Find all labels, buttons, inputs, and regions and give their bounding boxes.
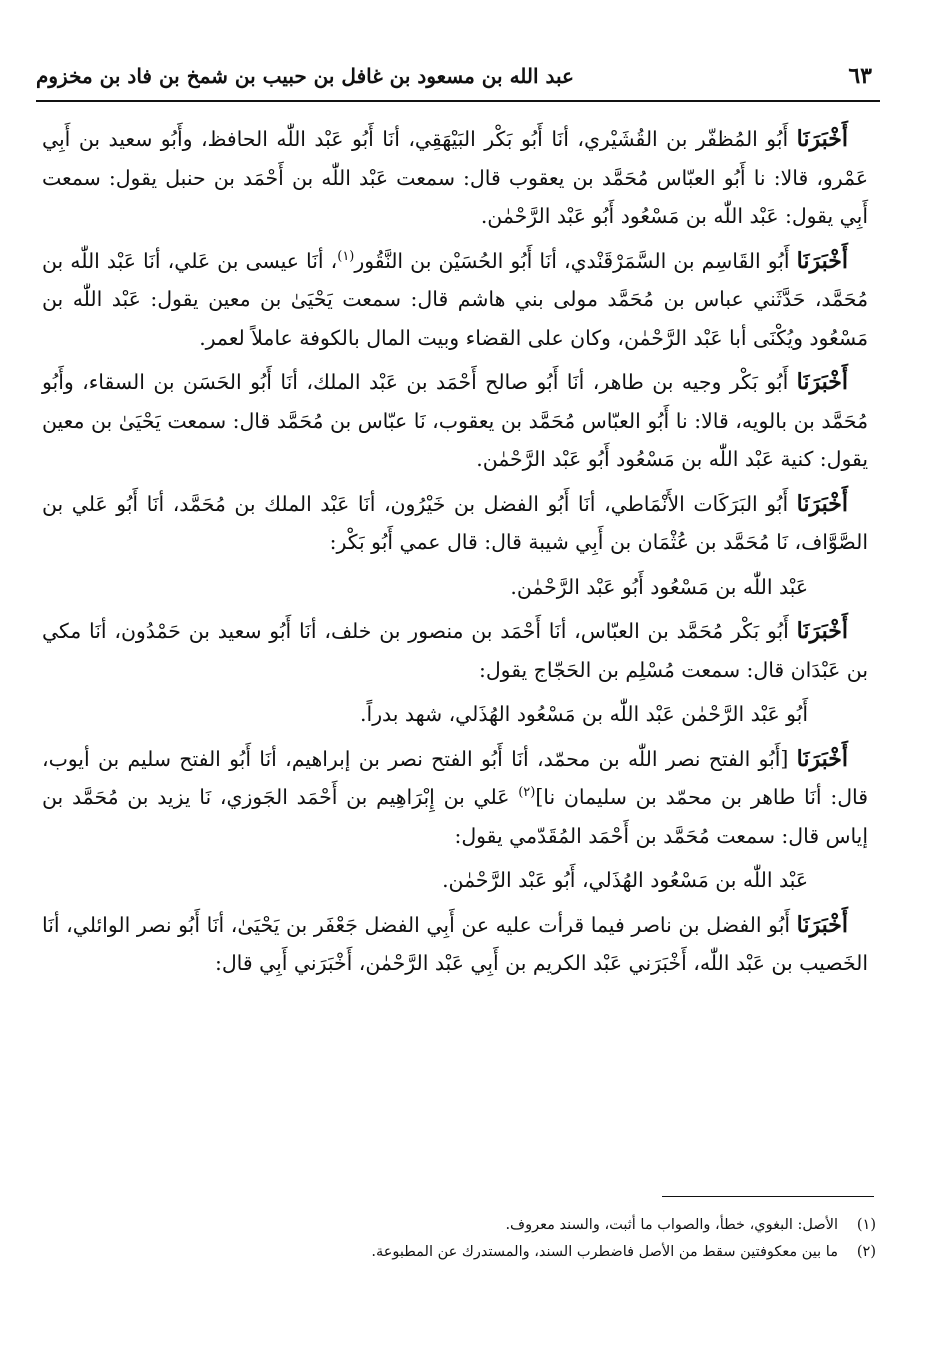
- quoted-text: أَبُو عَبْد الرَّحْمٰن عَبْد اللّٰه بن مَسْعُود الهُذَلي، شهد بدراً.: [360, 702, 808, 726]
- paragraph-lead: أَخْبَرَنَا: [796, 126, 848, 152]
- paragraph-lead: أَخْبَرَنَا: [796, 247, 848, 274]
- header-title: عبد الله بن مسعود بن غافل بن حبيب بن شمخ بن فاد بن مخزوم: [36, 64, 574, 88]
- footnote: [40, 1239, 876, 1266]
- paragraph: [42, 612, 868, 689]
- paragraph-text: أَبُو البَرَكَات الأَنْمَاطي، أنَا أَبُو الفضل بن خَيْرُون، أنَا عَبْد الملك بن مُحَمَّد، أنَا أَبُو عَلي بن الصَّوَّاف، نَا مُحَمَّد بن عُثْمَان بن أَبِي شيبة قال: قال عمي أَبُو بَكْر:: [42, 491, 868, 554]
- footnote-rule: [662, 1196, 874, 1197]
- paragraph-lead: أَخْبَرَنَا: [796, 490, 848, 517]
- paragraph-lead: أَخْبَرَنَا: [796, 911, 848, 938]
- footnote-marker: (٢): [518, 785, 536, 801]
- footnote-number: (٢): [856, 1244, 876, 1260]
- footnote-marker: (١): [337, 248, 355, 264]
- quoted-line: [42, 695, 868, 734]
- main-text: [42, 120, 868, 989]
- paragraph-text: [أَبُو الفتح نصر اللّٰه بن محمّد، أنَا أَبُو الفتح نصر بن إبراهيم، أنَا أَبُو الفتح سليم بن أيوب، قال: أنَا طاهر بن محمّد بن سليمان نا]: [42, 746, 868, 809]
- page-number: ٦٣: [848, 63, 872, 89]
- paragraph-text: أَبُو المُظفّر بن القُشَيْري، أنَا أَبُو بَكْر البَيْهَقِي، أنَا أَبُو عَبْد اللّٰه الحافظ، وأَبُو سعيد بن أَبِي عَمْرو، قالا: نا أَبُو العبّاس مُحَمَّد بن يعقوب قال: سمعت عَبْد اللّٰه بن أَحْمَد بن حنبل يقول: سمعت أَبِي يقول: عَبْد اللّٰه بن مَسْعُود أَبُو عَبْد الرَّحْمٰن.: [42, 127, 868, 228]
- paragraph: [42, 242, 868, 358]
- quoted-line: [42, 861, 868, 900]
- footnotes: [40, 1212, 876, 1266]
- paragraph: [42, 363, 868, 479]
- paragraph-text-after: عَلي بن إِبْرَاهِيم بن أَحْمَد الجَوزي، نَا يزيد بن مُحَمَّد بن إياس قال: سمعت مُحَمَّد بن أَحْمَد المُقَدّمي يقول:: [42, 785, 868, 848]
- footnote-text: ما بين معكوفتين سقط من الأصل فاضطرب السند، والمستدرك عن المطبوعة.: [371, 1244, 838, 1260]
- header-rule: [36, 100, 880, 102]
- running-header: [36, 56, 872, 96]
- footnote-text: الأصل: البغوي، خطأ، والصواب ما أثبت، والسند معروف.: [505, 1217, 838, 1233]
- paragraph-text: أَبُو بَكْر مُحَمَّد بن العبّاس، أنَا أَحْمَد بن منصور بن خلف، أنَا أَبُو سعيد بن حَمْدُون، أنَا مكي بن عَبْدَان قال: سمعت مُسْلِم بن الحَجّاج يقول:: [42, 619, 868, 682]
- paragraph-text-after: ، أنَا عيسى بن عَلي، أنَا عَبْد اللّٰه بن مُحَمَّد، حَدَّثَني عباس بن مُحَمَّد مولى بني هاشم قال: سمعت يَحْيَىٰ بن معين يقول: عَبْد اللّٰه بن مَسْعُود ويُكْنَى أبا عَبْد الرَّحْمٰن، وكان على القضاء وبيت المال بالكوفة عاملاً لعمر.: [42, 248, 868, 350]
- paragraph: [42, 120, 868, 236]
- paragraph: [42, 740, 868, 856]
- quoted-text: عَبْد اللّٰه بن مَسْعُود الهُذَلي، أَبُو عَبْد الرَّحْمٰن.: [442, 868, 808, 892]
- paragraph-text: أَبُو بَكْر وجيه بن طاهر، أنَا أَبُو صالح أَحْمَد بن عَبْد الملك، أنَا أَبُو الحَسَن بن السقاء، وأَبُو مُحَمَّد بن بالويه، قالا: نا أَبُو العبّاس مُحَمَّد بن يعقوب، نَا عبّاس بن مُحَمَّد قال: سمعت يَحْيَىٰ بن معين يقول: كنية عَبْد اللّٰه بن مَسْعُود أَبُو عَبْد الرَّحْمٰن.: [42, 370, 868, 471]
- footnote-number: (١): [856, 1217, 876, 1233]
- paragraph-lead: أَخْبَرَنَا: [796, 745, 848, 772]
- footnote: [40, 1212, 876, 1239]
- quoted-line: [42, 568, 868, 607]
- paragraph: [42, 485, 868, 562]
- quoted-text: عَبْد اللّٰه بن مَسْعُود أَبُو عَبْد الرَّحْمٰن.: [510, 574, 808, 599]
- paragraph: [42, 906, 868, 983]
- paragraph-text: أَبُو الفضل بن ناصر فيما قرأت عليه عن أَبِي الفضل جَعْفَر بن يَحْيَىٰ، أنَا أَبُو نصر الوائلي، أنَا الخَصيب بن عَبْد اللّٰه، أَخْبَرَني عَبْد الكريم بن أَبِي عَبْد الرَّحْمٰن، أَخْبَرَني أَبِي قال:: [42, 912, 868, 975]
- paragraph-lead: أَخْبَرَنَا: [796, 618, 848, 644]
- paragraph-text: أَبُو القَاسِم بن السَّمَرْقَنْدي، أنَا أَبُو الحُسَيْن بن النَّقُور: [354, 248, 797, 273]
- paragraph-lead: أَخْبَرَنَا: [796, 369, 848, 395]
